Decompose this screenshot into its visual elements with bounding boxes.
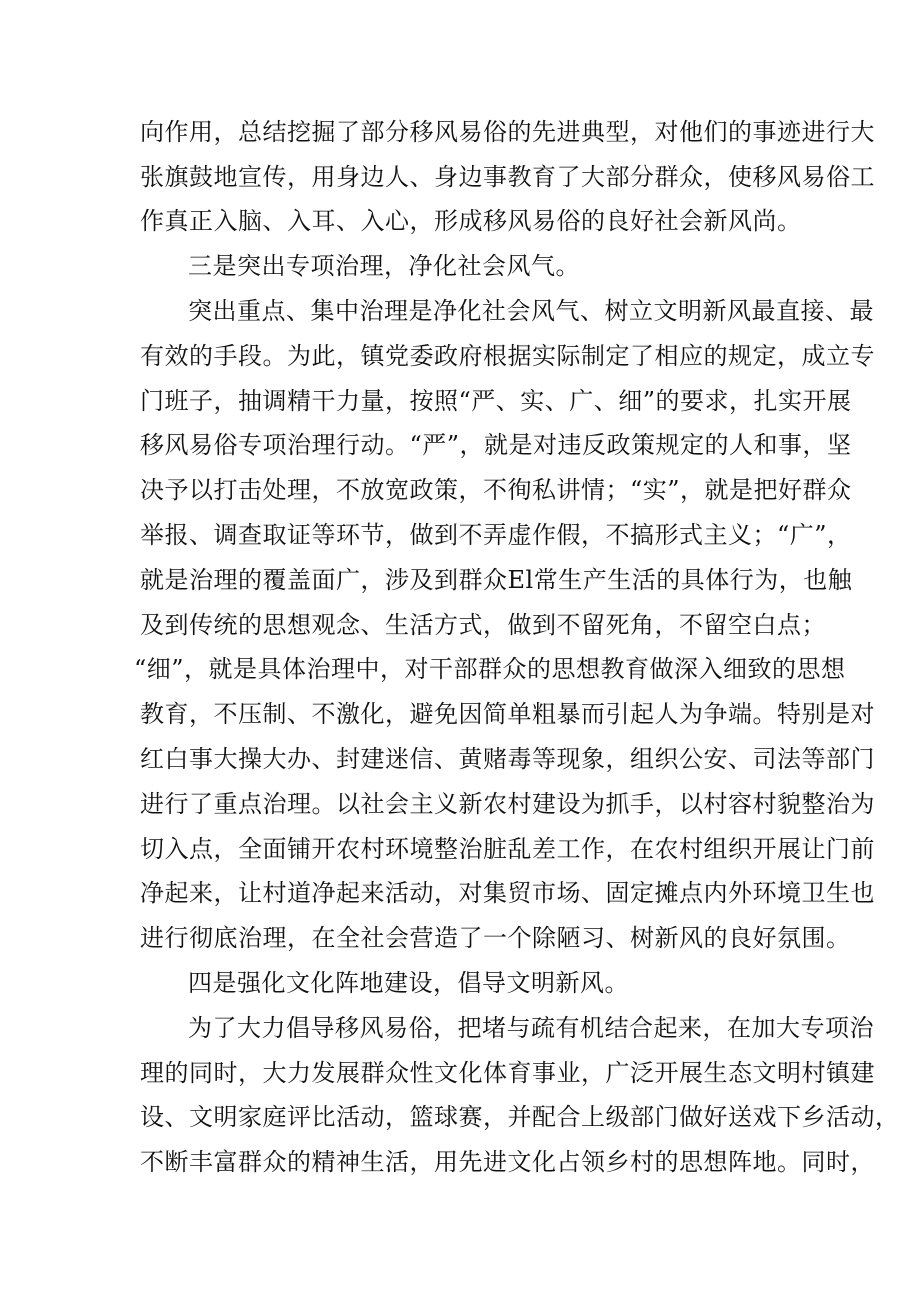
section-heading: 三是突出专项治理，净化社会风气。	[188, 252, 580, 280]
text-line: “细”，就是具体治理中，对干部群众的思想教育做深入细致的思想	[134, 655, 846, 683]
text-line: 移风易俗专项治理行动。“严”，就是对违反政策规定的人和事，坚	[140, 431, 852, 459]
text-line: 举报、调查取证等环节，做到不弄虚作假，不搞形式主义；“广”，	[140, 521, 852, 549]
text-line: 突出重点、集中治理是净化社会风气、树立文明新风最直接、最	[188, 297, 874, 325]
text-line: 红白事大操大办、封建迷信、黄赌毒等现象，组织公安、司法等部门	[140, 745, 875, 773]
text-line: 理的同时，大力发展群众性文化体育事业，广泛开展生态文明村镇建	[140, 1059, 875, 1087]
text-line: 进行了重点治理。以社会主义新农村建设为抓手，以村容村貌整治为	[140, 790, 875, 818]
text-line: 就是治理的覆盖面广，涉及到群众El常生产生活的具体行为，也触	[140, 566, 853, 594]
text-line: 有效的手段。为此，镇党委政府根据实际制定了相应的规定，成立专	[140, 342, 875, 370]
text-line: 向作用，总结挖掘了部分移风易俗的先进典型，对他们的事迹进行大	[140, 118, 875, 146]
text-line: 净起来，让村道净起来活动，对集贸市场、固定摊点内外环境卫生也	[140, 879, 875, 907]
text-line: 为了大力倡导移风易俗，把堵与疏有机结合起来，在加大专项治	[188, 1014, 874, 1042]
text-line: 及到传统的思想观念、生活方式，做到不留死角，不留空白点；	[140, 611, 826, 639]
text-line: 决予以打击处理，不放宽政策，不徇私讲情；“实”，就是把好群众	[140, 476, 852, 504]
text-line: 作真正入脑、入耳、入心，形成移风易俗的良好社会新风尚。	[140, 207, 802, 235]
text-line: 教育，不压制、不激化，避免因简单粗暴而引起人为争端。特别是对	[140, 700, 875, 728]
text-line: 设、文明家庭评比活动，篮球赛，并配合上级部门做好送戏下乡活动，	[140, 1103, 900, 1131]
text-line: 门班子，抽调精干力量，按照“严、实、广、细”的要求，扎实开展	[140, 387, 852, 415]
text-line: 张旗鼓地宣传，用身边人、身边事教育了大部分群众，使移风易俗工	[140, 163, 875, 191]
text-line: 切入点，全面铺开农村环境整治脏乱差工作，在农村组织开展让门前	[140, 835, 875, 863]
text-line: 进行彻底治理，在全社会营造了一个除陋习、树新风的良好氛围。	[140, 924, 851, 952]
text-line: 不断丰富群众的精神生活，用先进文化占领乡村的思想阵地。同时，	[140, 1148, 875, 1176]
section-heading: 四是强化文化阵地建设，倡导文明新风。	[188, 969, 629, 997]
